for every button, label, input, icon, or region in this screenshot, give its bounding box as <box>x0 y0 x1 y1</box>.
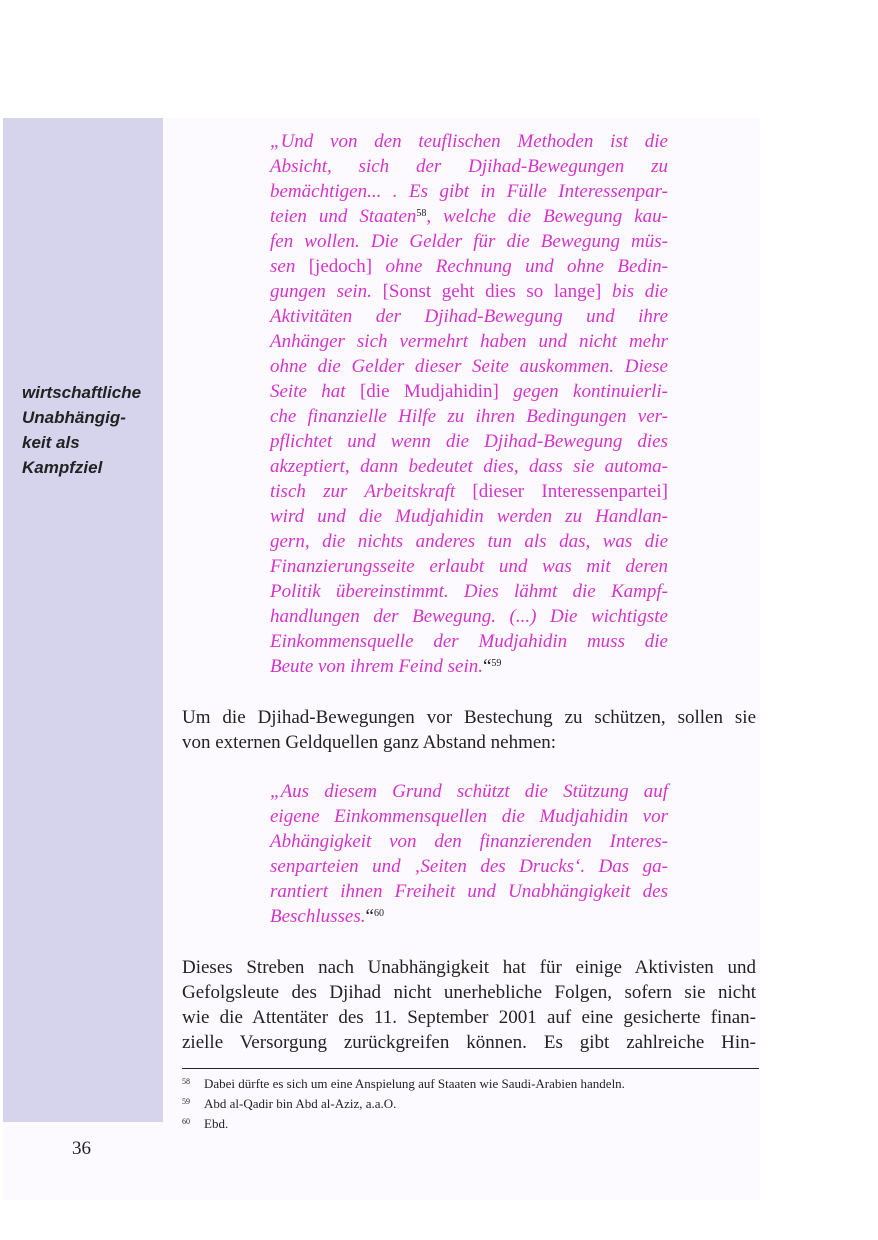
quote-text: gungen sein. <box>270 281 383 302</box>
footnote-text: Ebd. <box>204 1116 229 1131</box>
quote-line: bemächtigen... . Es gibt in Fülle Interessenpar- <box>270 181 668 202</box>
editorial-insertion: [dieser Interessenpartei] <box>472 481 668 502</box>
quote-line: senparteien und ‚Seiten des Drucks‘. Das ga- <box>270 856 668 877</box>
body-line: wie die Attentäter des 11. September 2001 auf eine gesicherte finan- <box>182 1007 756 1028</box>
quote-line <box>270 204 668 229</box>
quote-text: Seite hat <box>270 381 360 402</box>
quote-line: Politik übereinstimmt. Dies lähmt die Kampf- <box>270 581 668 602</box>
body-line: Gefolgsleute des Djihad nicht unerhebliche Folgen, sofern sie nicht <box>182 982 756 1003</box>
quote-line: „Aus diesem Grund schützt die Stützung auf <box>270 781 668 802</box>
quote-line <box>270 379 668 404</box>
body-line: Dieses Streben nach Unabhängigkeit hat für einige Aktivisten und <box>182 957 756 978</box>
margin-note <box>22 380 160 480</box>
quote-text: sen <box>270 256 309 277</box>
quote-line <box>270 254 668 279</box>
quote-line <box>270 654 668 679</box>
body-line: Um die Djihad-Bewegungen vor Bestechung zu schützen, sollen sie <box>182 707 756 728</box>
footnote-60 <box>182 1113 759 1133</box>
closing-quote-mark: “ <box>482 656 492 677</box>
paragraph-2 <box>182 955 756 1055</box>
footnote-text: Dabei dürfte es sich um eine Anspielung auf Staaten wie Saudi-Arabien handeln. <box>204 1076 625 1091</box>
quote-text: Beschlusses. <box>270 906 366 927</box>
quote-line: wird und die Mudjahidin werden zu Handlan- <box>270 506 668 527</box>
quote-line <box>270 279 668 304</box>
quote-text: , welche die Bewegung kau- <box>426 206 668 227</box>
margin-note-line: Unabhängig- <box>22 408 126 427</box>
footnote-ref-58[interactable]: 58 <box>416 208 427 219</box>
page-number: 36 <box>72 1138 91 1159</box>
body-line: zielle Versorgung zurückgreifen können. Es gibt zahlreiche Hin- <box>182 1032 756 1053</box>
footnote-number: 58 <box>182 1077 190 1086</box>
quote-line: che finanzielle Hilfe zu ihren Bedingungen ver- <box>270 406 668 427</box>
quote-line: fen wollen. Die Gelder für die Bewegung müs- <box>270 231 668 252</box>
quote-text: teien und Staaten <box>270 206 417 227</box>
margin-note-line: wirtschaftliche <box>22 383 142 402</box>
quote-line: Einkommensquelle der Mudjahidin muss die <box>270 631 668 652</box>
quote-text: tisch zur Arbeitskraft <box>270 481 473 502</box>
quote-line: gern, die nichts anderes tun als das, was die <box>270 531 668 552</box>
quote-line: Abhängigkeit von den finanzierenden Interes- <box>270 831 668 852</box>
quote-text: Beute von ihrem Feind sein. <box>270 656 483 677</box>
quote-text: ohne Rechnung und ohne Bedin- <box>372 256 669 277</box>
quote-line <box>270 479 668 504</box>
margin-note-line: keit als <box>22 433 80 452</box>
quote-line <box>270 904 668 929</box>
closing-quote-mark: “ <box>365 906 374 927</box>
quote-line: Finanzierungsseite erlaubt und was mit deren <box>270 556 668 577</box>
body-line: von externen Geldquellen ganz Abstand nehmen: <box>182 732 557 753</box>
footnote-58 <box>182 1073 759 1093</box>
quote-line: handlungen der Bewegung. (...) Die wichtigste <box>270 606 668 627</box>
quote-line: Absicht, sich der Djihad-Bewegungen zu <box>270 156 668 177</box>
quote-line: rantiert ihnen Freiheit und Unabhängigkeit des <box>270 881 668 902</box>
footnote-text: Abd al-Qadir bin Abd al-Aziz, a.a.O. <box>204 1096 397 1111</box>
block-quote-2 <box>270 779 668 929</box>
editorial-insertion: [die Mudjahidin] <box>359 381 499 402</box>
quote-line: eigene Einkommensquellen die Mudjahidin vor <box>270 806 668 827</box>
footnote-number: 60 <box>182 1117 190 1126</box>
editorial-insertion: [jedoch] <box>308 256 373 277</box>
block-quote-1 <box>270 129 668 679</box>
footnote-59 <box>182 1093 759 1113</box>
paragraph-1 <box>182 705 756 755</box>
footnote-ref-59[interactable]: 59 <box>491 658 502 669</box>
quote-line: akzeptiert, dann bedeutet dies, dass sie automa- <box>270 456 668 477</box>
footnote-divider <box>182 1068 759 1069</box>
footnote-ref-60[interactable]: 60 <box>373 908 384 919</box>
quote-line: Aktivitäten der Djihad-Bewegung und ihre <box>270 306 668 327</box>
quote-text: gegen kontinuierli- <box>498 381 669 402</box>
margin-bar <box>3 118 163 1122</box>
quote-line: ohne die Gelder dieser Seite auskommen. Diese <box>270 356 668 377</box>
editorial-insertion: [Sonst geht dies so lange] <box>382 281 602 302</box>
footnote-number: 59 <box>182 1097 190 1106</box>
quote-line: Anhänger sich vermehrt haben und nicht mehr <box>270 331 668 352</box>
quote-text: bis die <box>601 281 668 302</box>
footnotes <box>182 1073 759 1133</box>
margin-note-line: Kampfziel <box>22 458 103 477</box>
quote-line: „Und von den teuflischen Methoden ist die <box>270 131 668 152</box>
quote-line: pflichtet und wenn die Djihad-Bewegung dies <box>270 431 668 452</box>
